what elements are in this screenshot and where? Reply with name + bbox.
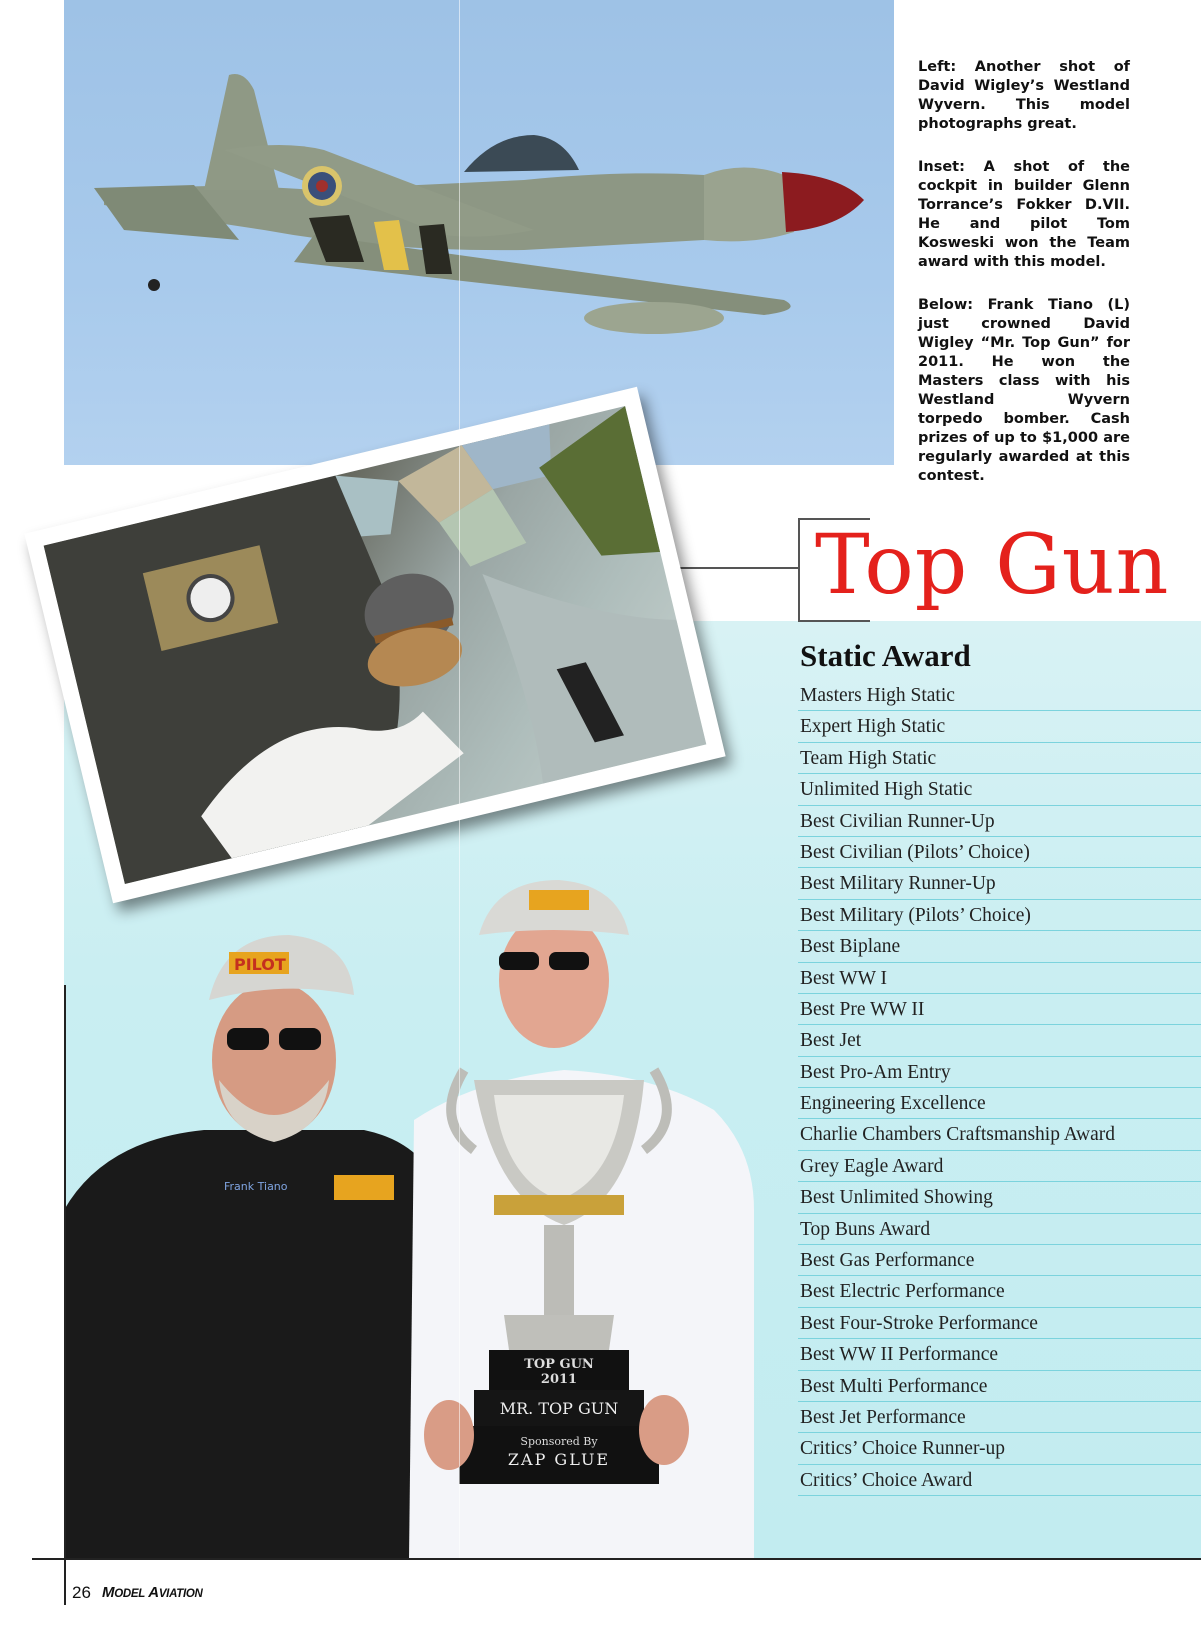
award-item: Best Multi Performance xyxy=(798,1371,1201,1402)
page-title: Top Gun xyxy=(815,518,1170,613)
award-item: Best Jet Performance xyxy=(798,1402,1201,1433)
award-list xyxy=(798,680,1201,1496)
shirt-name: Frank Tiano xyxy=(224,1180,288,1193)
award-item: Masters High Static xyxy=(798,680,1201,711)
trophy-line2: 2011 xyxy=(540,1372,578,1387)
magazine-initial-m: M xyxy=(102,1584,115,1601)
award-item: Best Civilian Runner-Up xyxy=(798,806,1201,837)
award-item: Best Military (Pilots’ Choice) xyxy=(798,900,1201,931)
caption-below: Below: Frank Tiano (L) just crowned David Wigley “Mr. Top Gun” for 2011. He won the Masters class with his Westland Wyvern torpedo bomber. Cash prizes of up to $1,000 are regularly awarded at this contest. xyxy=(918,297,1130,484)
winners-illustration xyxy=(64,880,754,1560)
award-item: Unlimited High Static xyxy=(798,774,1201,805)
award-item: Best Jet xyxy=(798,1025,1201,1056)
photo-captions xyxy=(918,58,1130,510)
award-item: Team High Static xyxy=(798,743,1201,774)
award-item: Best WW II Performance xyxy=(798,1339,1201,1370)
trophy-sponsor-label: Sponsored By xyxy=(520,1435,598,1448)
magazine-word-viation: VIATION xyxy=(158,1588,203,1600)
trophy-line1: TOP GUN xyxy=(524,1357,594,1372)
award-item: Best Gas Performance xyxy=(798,1245,1201,1276)
award-item: Engineering Excellence xyxy=(798,1088,1201,1119)
title-connector-rule xyxy=(676,567,800,569)
award-item: Expert High Static xyxy=(798,711,1201,742)
award-item: Best WW I xyxy=(798,963,1201,994)
award-item: Top Buns Award xyxy=(798,1214,1201,1245)
left-cap-text: PILOT xyxy=(234,955,286,974)
trophy-sponsor: ZAP GLUE xyxy=(507,1450,611,1469)
award-item: Best Military Runner-Up xyxy=(798,868,1201,899)
trophy-plate-text: MR. TOP GUN xyxy=(499,1399,619,1418)
page-number: 26 xyxy=(72,1583,91,1602)
left-margin-rule xyxy=(64,985,66,1605)
caption-inset: Inset: A shot of the cockpit in builder Glenn Torrance’s Fokker D.VII. He and pilot Tom Kosweski won the Team award with this model. xyxy=(918,159,1130,270)
footer-rule xyxy=(32,1558,1201,1560)
winners-photo xyxy=(64,880,754,1560)
wyvern-airplane-photo xyxy=(64,0,894,465)
award-item: Best Civilian (Pilots’ Choice) xyxy=(798,837,1201,868)
wyvern-airplane-illustration xyxy=(64,0,894,465)
award-item: Best Unlimited Showing xyxy=(798,1182,1201,1213)
award-item: Critics’ Choice Runner-up xyxy=(798,1433,1201,1464)
award-item: Critics’ Choice Award xyxy=(798,1465,1201,1496)
award-list-heading: Static Award xyxy=(800,638,971,673)
award-item: Best Four-Stroke Performance xyxy=(798,1308,1201,1339)
award-item: Charlie Chambers Craftsmanship Award xyxy=(798,1119,1201,1150)
award-item: Best Pro-Am Entry xyxy=(798,1057,1201,1088)
award-item: Grey Eagle Award xyxy=(798,1151,1201,1182)
magazine-name xyxy=(102,1584,203,1601)
award-item: Best Biplane xyxy=(798,931,1201,962)
caption-left: Left: Another shot of David Wigley’s Westland Wyvern. This model photographs great. xyxy=(918,59,1130,132)
magazine-word-odel: ODEL xyxy=(114,1588,145,1600)
page-gutter-line xyxy=(459,0,460,1558)
award-item: Best Pre WW II xyxy=(798,994,1201,1025)
award-item: Best Electric Performance xyxy=(798,1276,1201,1307)
magazine-initial-a: A xyxy=(148,1584,159,1601)
